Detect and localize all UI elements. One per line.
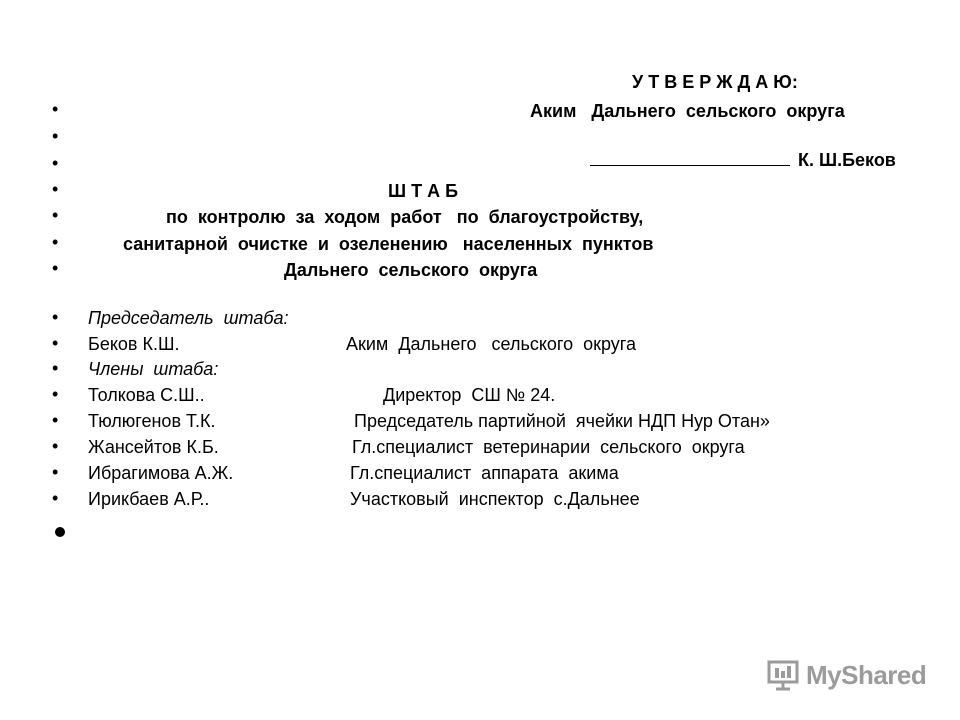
bullet: • [52,488,59,508]
signature-line [590,149,790,166]
bullet: • [52,333,59,353]
bullet: • [52,258,59,278]
member-name: Тюлюгенов Т.К. [88,411,216,431]
bullet: • [52,436,59,456]
member-role: Гл.специалист ветеринарии сельского округа [352,437,745,457]
signature-name: К. Ш.Беков [798,150,896,170]
bullet: • [52,358,59,378]
bullet: • [52,99,59,119]
member-name: Ирикбаев А.Р.. [88,489,210,509]
member-name: Ибрагимова А.Ж. [88,463,234,483]
presentation-board-icon [766,658,800,692]
approval-signature [580,128,896,170]
chairman-role: Аким Дальнего сельского округа [346,334,636,354]
empty-bullet [55,527,65,537]
member-name: Толкова С.Ш.. [88,385,205,405]
title-line-1: по контролю за ходом работ по благоустройству, [166,207,644,227]
bullet: • [52,410,59,430]
bullet: • [52,126,59,146]
bullet: • [52,462,59,482]
bullet: • [52,384,59,404]
title-main: Ш Т А Б [388,181,459,201]
member-role: Председатель партийной ячейки НДП Нур Отан» [354,411,770,431]
chairman-label: Председатель штаба: [88,308,289,328]
member-role: Участковый инспектор с.Дальнее [350,489,640,509]
approval-position: Аким Дальнего сельского округа [530,101,845,121]
chairman-name: Беков К.Ш. [88,334,180,354]
approval-heading: У Т В Е Р Ж Д А Ю: [632,72,798,92]
title-line-2: санитарной очистке и озеленению населенных пунктов [123,234,654,254]
members-label: Члены штаба: [88,359,219,379]
member-role: Гл.специалист аппарата акима [350,463,619,483]
title-line-3: Дальнего сельского округа [284,260,538,280]
bullet: • [52,232,59,252]
bullet: • [52,205,59,225]
myshared-watermark [766,655,926,695]
bullet: • [52,179,59,199]
member-role: Директор СШ № 24. [383,385,556,405]
member-name: Жансейтов К.Б. [88,437,219,457]
watermark-text: MyShared [806,659,927,690]
bullet: • [52,307,59,327]
bullet: • [52,153,59,173]
